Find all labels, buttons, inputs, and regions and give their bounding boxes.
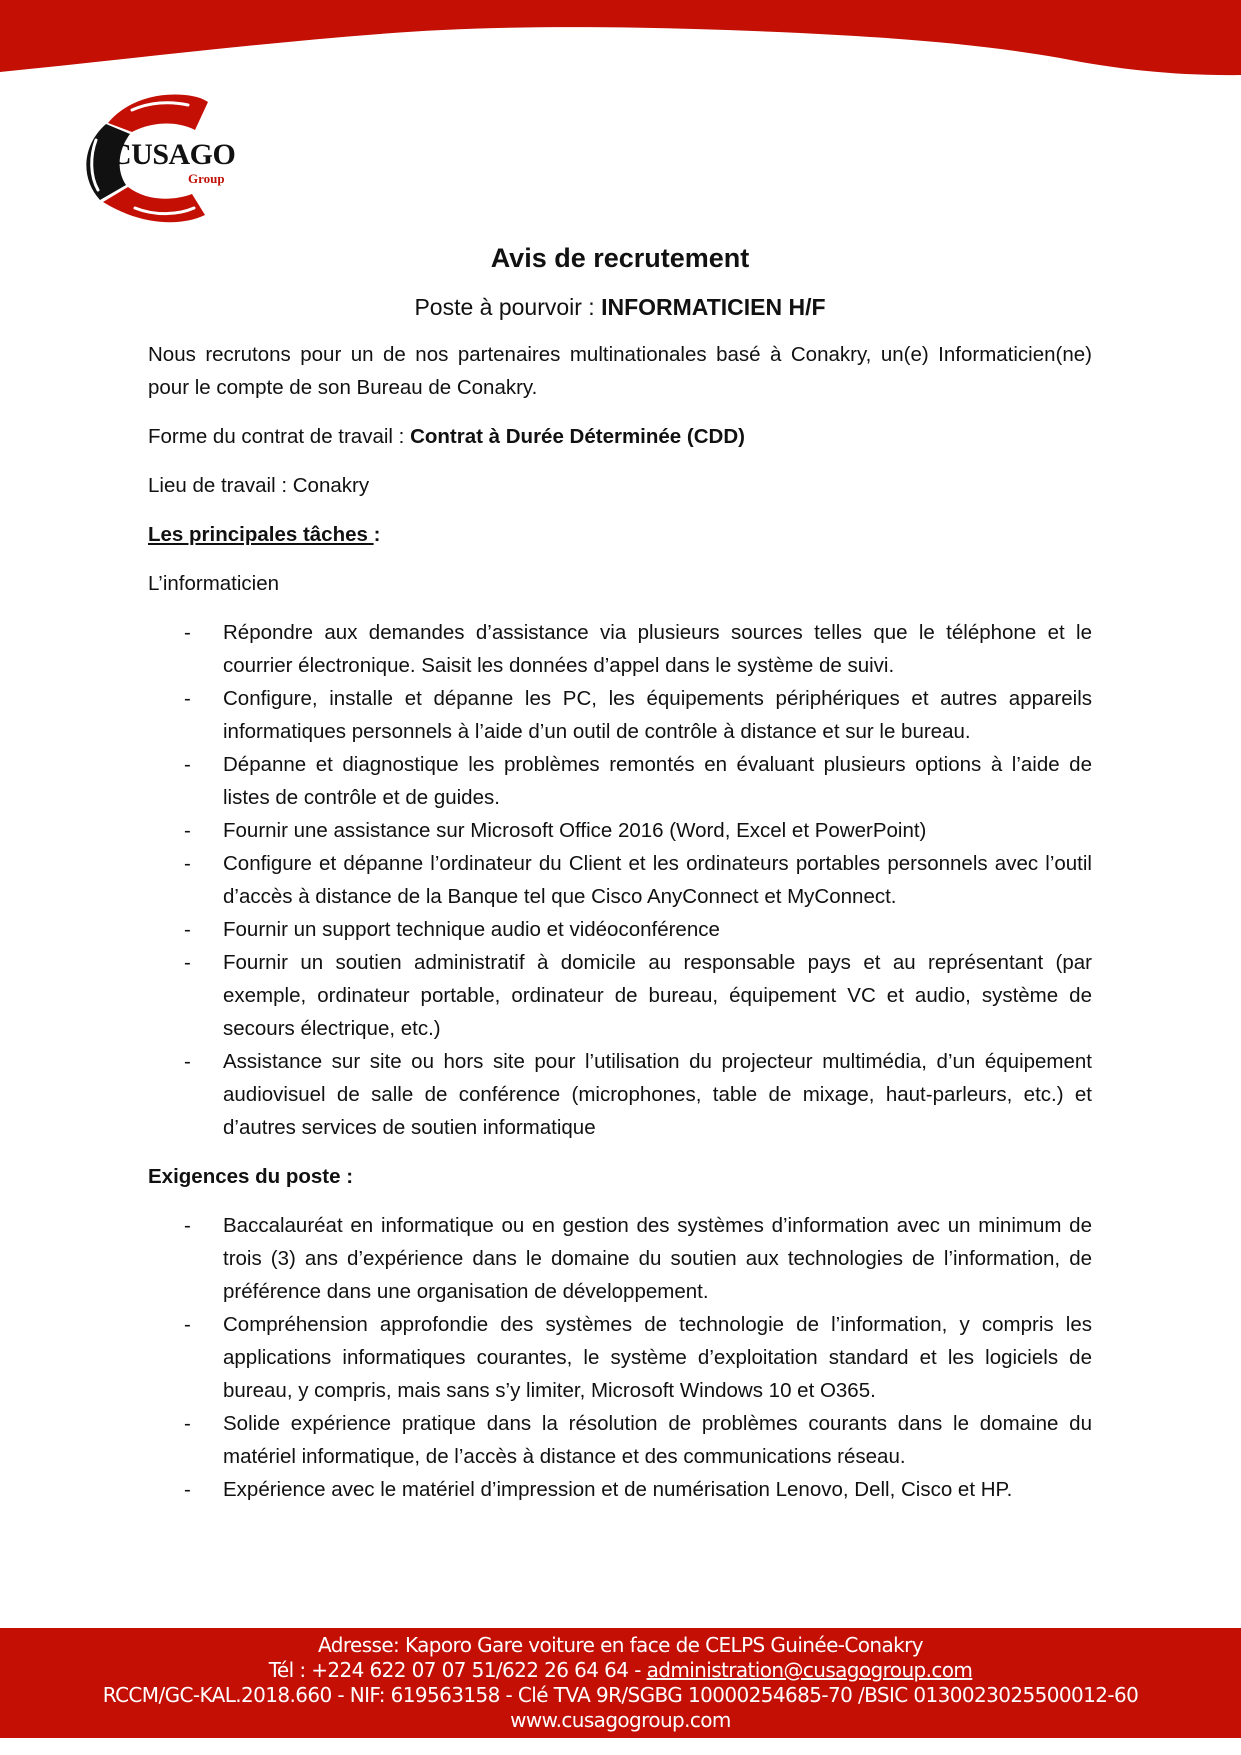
task-text: Dépanne et diagnostique les problèmes remontés en évaluant plusieurs options à l’aide de listes de contrôle et de guides. <box>223 753 1092 809</box>
list-item <box>148 1045 1092 1144</box>
task-text: Fournir un support technique audio et vidéoconférence <box>223 918 720 941</box>
task-text: Répondre aux demandes d’assistance via plusieurs sources telles que le téléphone et le courrier électronique. Saisit les données d’appel dans le système de suivi. <box>223 621 1092 677</box>
footer-phone-line <box>0 1658 1241 1683</box>
list-item <box>148 748 1092 814</box>
dash-bullet-icon: - <box>184 1313 191 1336</box>
requirement-text: Compréhension approfondie des systèmes de technologie de l’information, y compris les applications informatiques courantes, le système d’exploitation standard et les logiciels de bureau, y compris, mais sans s’y limiter, Microsoft Windows 10 et O365. <box>223 1313 1092 1402</box>
dash-bullet-icon: - <box>184 1478 191 1501</box>
tasks-title-text: Les principales tâches <box>148 523 374 546</box>
requirement-text: Baccalauréat en informatique ou en gestion des systèmes d’information avec un minimum de trois (3) ans d’expérience dans le domaine du soutien aux technologies de l’information, de préférence dans une organisation de développement. <box>223 1214 1092 1303</box>
location-label: Lieu de travail : <box>148 474 293 497</box>
footer-contact-band <box>0 1628 1241 1738</box>
document-body <box>148 240 1092 1522</box>
list-item <box>148 814 1092 847</box>
tasks-title-colon: : <box>373 523 381 546</box>
intro-paragraph: Nous recrutons pour un de nos partenaires multinationales basé à Conakry, un(e) Informaticien(ne) pour le compte de son Bureau de Conakry. <box>148 343 1092 399</box>
footer-website[interactable]: www.cusagogroup.com <box>510 1708 731 1732</box>
logo-subtitle: Group <box>188 171 225 186</box>
logo-wordmark: CUSAGO <box>110 138 236 171</box>
contract-label: Forme du contrat de travail : <box>148 425 411 448</box>
work-location <box>148 469 1092 502</box>
task-text: Fournir un soutien administratif à domicile au responsable pays et au représentant (par exemple, ordinateur portable, ordinateur de bureau, équipement VC et audio, système de secours électrique, etc.) <box>223 951 1092 1040</box>
list-item <box>148 946 1092 1045</box>
dash-bullet-icon: - <box>184 621 191 644</box>
dash-bullet-icon: - <box>184 951 191 974</box>
tasks-lead: L’informaticien <box>148 572 280 595</box>
list-item <box>148 847 1092 913</box>
footer-phone: Tél : +224 622 07 07 51/622 26 64 64 - <box>268 1658 647 1682</box>
list-item <box>148 616 1092 682</box>
footer-email-link[interactable]: administration@cusagogroup.com <box>646 1658 973 1682</box>
position-label: Poste à pourvoir : <box>414 294 602 320</box>
list-item <box>148 1407 1092 1473</box>
requirements-section-title: Exigences du poste : <box>148 1165 354 1188</box>
list-item <box>148 913 1092 946</box>
footer-address: Adresse: Kaporo Gare voiture en face de CELPS Guinée-Conakry <box>318 1633 923 1657</box>
requirements-list <box>148 1209 1092 1506</box>
tasks-list <box>148 616 1092 1144</box>
company-logo <box>70 90 245 225</box>
task-text: Assistance sur site ou hors site pour l’utilisation du projecteur multimédia, d’un équipement audiovisuel de salle de conférence (microphones, table de mixage, haut-parleurs, etc.) et d’autres services de soutien informatique <box>223 1050 1092 1139</box>
page-title: Avis de recrutement <box>490 243 750 273</box>
contract-value: Contrat à Durée Déterminée (CDD) <box>410 425 745 448</box>
task-text: Configure, installe et dépanne les PC, les équipements périphériques et autres appareils informatiques personnels à l’aide d’un outil de contrôle à distance et sur le bureau. <box>223 687 1092 743</box>
list-item <box>148 1473 1092 1506</box>
tasks-section-title <box>148 518 1092 551</box>
dash-bullet-icon: - <box>184 753 191 776</box>
dash-bullet-icon: - <box>184 819 191 842</box>
list-item <box>148 682 1092 748</box>
list-item <box>148 1308 1092 1407</box>
requirement-text: Solide expérience pratique dans la résolution de problèmes courants dans le domaine du matériel informatique, de l’accès à distance et des communications réseau. <box>223 1412 1092 1468</box>
location-value: Conakry <box>292 474 370 497</box>
position-value: INFORMATICIEN H/F <box>601 294 826 320</box>
dash-bullet-icon: - <box>184 1050 191 1073</box>
position-heading <box>148 290 1092 324</box>
list-item <box>148 1209 1092 1308</box>
dash-bullet-icon: - <box>184 1214 191 1237</box>
footer-registry: RCCM/GC-KAL.2018.660 - NIF: 619563158 - Clé TVA 9R/SGBG 10000254685-70 /BSIC 0130023025500012-60 <box>102 1683 1139 1707</box>
header-wave-decoration <box>0 0 1241 80</box>
dash-bullet-icon: - <box>184 918 191 941</box>
dash-bullet-icon: - <box>184 852 191 875</box>
dash-bullet-icon: - <box>184 687 191 710</box>
task-text: Fournir une assistance sur Microsoft Office 2016 (Word, Excel et PowerPoint) <box>223 819 927 842</box>
contract-type <box>148 420 1092 453</box>
task-text: Configure et dépanne l’ordinateur du Client et les ordinateurs portables personnels avec l’outil d’accès à distance de la Banque tel que Cisco AnyConnect et MyConnect. <box>223 852 1092 908</box>
requirement-text: Expérience avec le matériel d’impression et de numérisation Lenovo, Dell, Cisco et HP. <box>223 1478 1013 1501</box>
dash-bullet-icon: - <box>184 1412 191 1435</box>
